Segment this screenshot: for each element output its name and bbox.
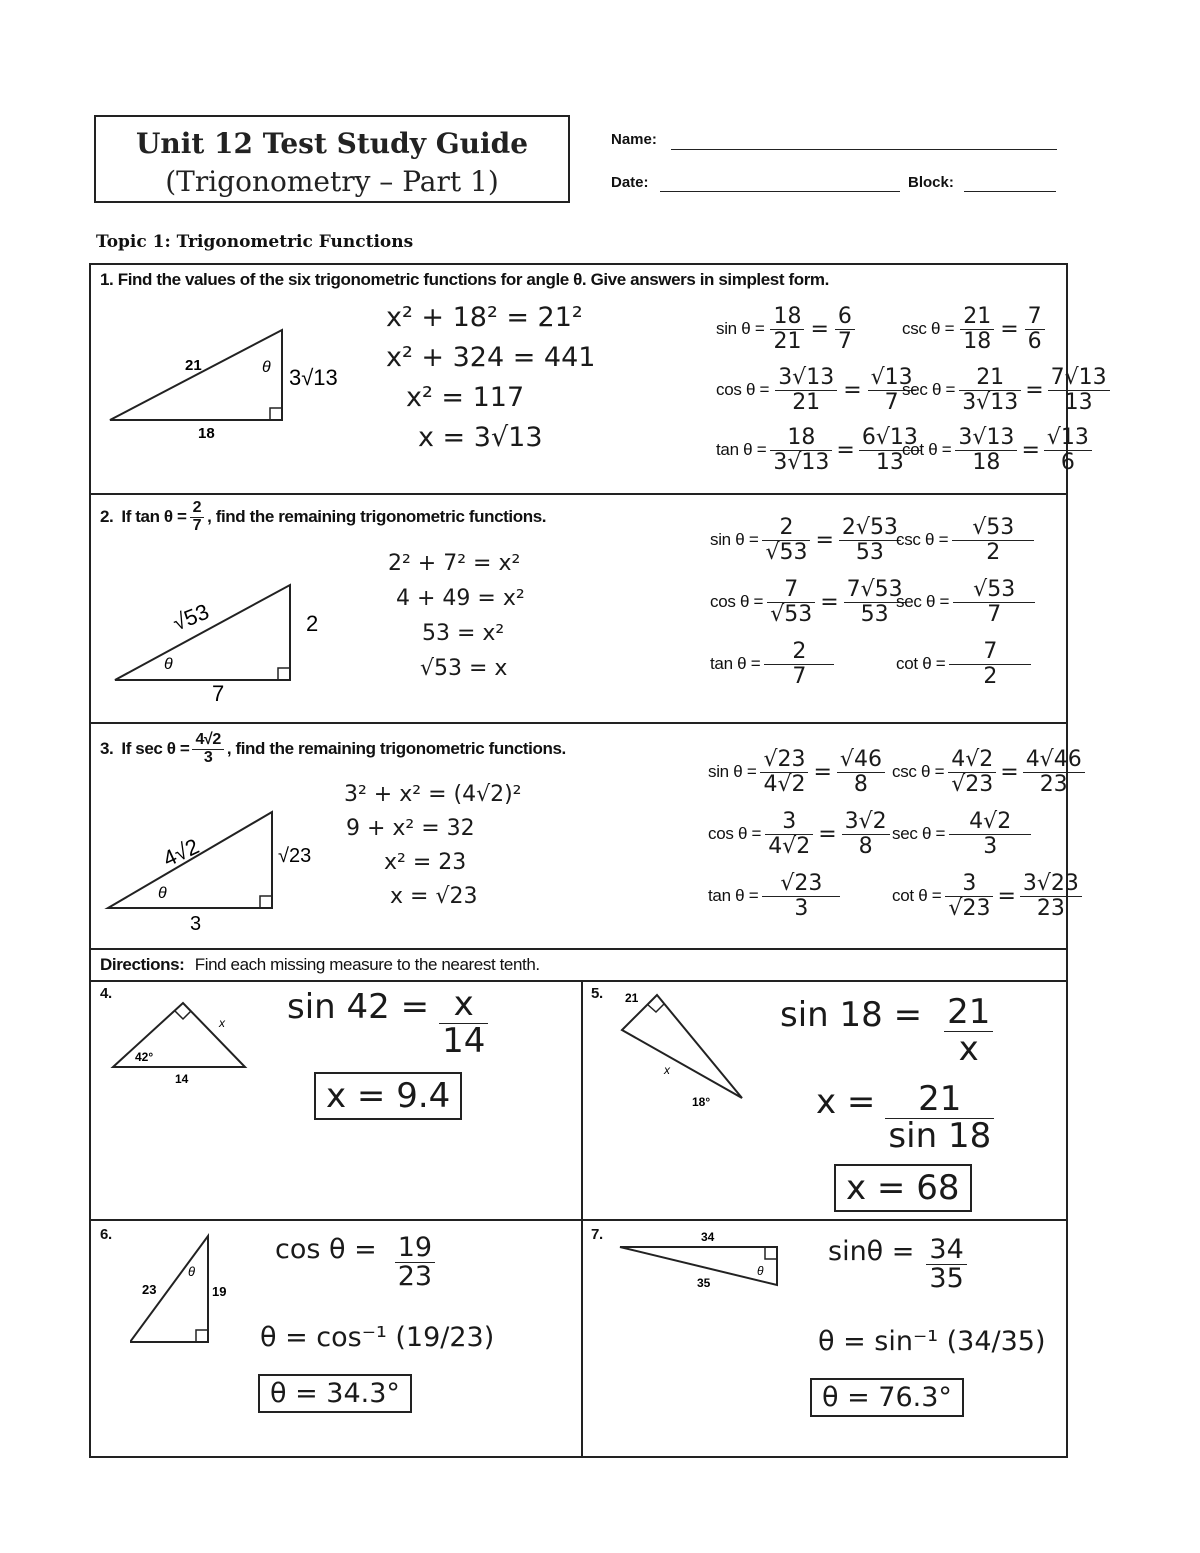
q3-angle-label: θ (158, 885, 167, 902)
q2-base-label: 7 (212, 681, 225, 705)
q5-step: x = $\frac{21}{\sin 18}$ (816, 1082, 994, 1154)
q3-work-line: x = √23 (390, 884, 478, 909)
name-field[interactable] (671, 149, 1057, 150)
q3-prompt: 3. If sec θ = $\frac{4√2}{3}$ , find the remaining trigonometric functions. (100, 731, 566, 766)
q3-work-line: x² = 23 (384, 850, 467, 875)
title-box (94, 115, 570, 203)
block-field[interactable] (964, 191, 1056, 192)
q1-csc-answer: csc θ = $\frac{21}{18}$ = $\frac{7}{6}$ (902, 303, 1045, 355)
directions-text: Find each missing measure to the nearest tenth. (194, 955, 540, 974)
q6-triangle (130, 1230, 240, 1350)
q2-prompt: 2. If tan θ = $\frac{2}{7}$ , find the remaining trigonometric functions. (100, 499, 547, 534)
q1-sin-simplified: $\frac{6}{7}$ (835, 305, 855, 352)
divider-vertical (581, 980, 583, 1458)
q3-base-label: 3 (190, 913, 202, 935)
q2-cot-answer: cot θ = $\frac{7}{2}$ (896, 636, 1031, 692)
q3-sec-answer: sec θ = $\frac{4√2}{3}$ (892, 806, 1031, 862)
q2-work-line: 4 + 49 = x² (396, 586, 525, 611)
q5-triangle (612, 990, 762, 1115)
q6-answer: θ = 34.3° (258, 1374, 412, 1413)
q6-step: θ = cos⁻¹ (19/23) (260, 1322, 495, 1353)
q7-equation: sinθ = $\frac{34}{35}$ (828, 1236, 967, 1294)
q3-number: 3. (100, 739, 114, 759)
q3-cos-answer: cos θ = $\frac{3}{4√2}$ = $\frac{3√2}{8}$ (708, 806, 890, 862)
q2-sin-answer: sin θ = $\frac{2}{√53}$ = $\frac{2√53}{53}$ (710, 512, 901, 568)
topic-heading: Topic 1: Trigonometric Functions (96, 232, 414, 252)
q3-cot-answer: cot θ = $\frac{3}{√23}$ = $\frac{3√23}{23}$ (892, 868, 1082, 924)
q6-hyp-label: 23 (142, 1282, 157, 1297)
q3-csc-answer: csc θ = $\frac{4√2}{√23}$ = $\frac{4√46}{23}$ (892, 744, 1085, 800)
q2-number: 2. (100, 507, 114, 527)
q5-equation: sin 18 = $\frac{21}{x}$ (780, 995, 993, 1067)
q3-side-label: √23 (278, 845, 312, 867)
q2-csc-answer: csc θ = $\frac{√53}{2}$ (896, 512, 1034, 568)
directions-label: Directions: (100, 955, 185, 974)
sin-label: sin θ = (716, 319, 765, 338)
q3-sin-answer: sin θ = $\frac{√23}{4√2}$ = $\frac{√46}{8}$ (708, 744, 885, 800)
q1-work-line: x² + 18² = 21² (386, 302, 583, 333)
q1-work-line: x² = 117 (406, 382, 525, 413)
q1-prompt-text: Find the values of the six trigonometric functions for angle θ. Give answers in simplest form. (117, 270, 829, 289)
q7-hyp-label: 35 (697, 1276, 711, 1290)
q4-number: 4. (100, 985, 112, 1002)
q5-top-label: 21 (625, 991, 639, 1005)
q3-work (344, 778, 522, 914)
q1-hyp-label: 21 (185, 357, 202, 374)
q2-work-line: 2² + 7² = x² (388, 551, 521, 576)
block-label: Block: (908, 174, 954, 191)
divider-4 (89, 980, 1068, 982)
q6-equation: cos θ = $\frac{19}{23}$ (275, 1234, 435, 1292)
csc-label: csc θ = (902, 319, 955, 338)
divider-2 (89, 722, 1068, 724)
q2-given-frac: $\frac{2}{7}$ (190, 500, 205, 535)
sec-label: sec θ = (902, 380, 956, 399)
cos-label: cos θ = (716, 380, 770, 399)
q5-answer: x = 68 (834, 1164, 972, 1212)
tan-label: tan θ = (716, 440, 767, 459)
q4-equation: sin 42 = $\frac{x}{14}$ (287, 987, 488, 1059)
q4-base-label: 14 (175, 1072, 189, 1086)
q1-prompt (100, 270, 829, 290)
q6-number: 6. (100, 1226, 112, 1243)
date-label: Date: (611, 174, 649, 191)
q4-side-label: x (219, 1016, 225, 1030)
q3-work-line: 3² + x² = (4√2)² (344, 782, 522, 807)
q7-answer: θ = 76.3° (810, 1378, 964, 1417)
divider-1 (89, 493, 1068, 495)
q1-angle-label: θ (262, 359, 271, 376)
q7-number: 7. (591, 1226, 603, 1243)
q1-triangle (100, 310, 360, 460)
q1-cot-answer: cot θ = $\frac{3√13}{18}$ = $\frac{√13}{6}$ (902, 424, 1092, 476)
q5-angle-label: 18° (692, 1095, 711, 1109)
name-label: Name: (611, 131, 657, 148)
q2-tan-answer: tan θ = $\frac{2}{7}$ (710, 636, 834, 692)
q3-tan-answer: tan θ = $\frac{√23}{3}$ (708, 868, 840, 924)
q2-sec-answer: sec θ = $\frac{√53}{7}$ (896, 574, 1035, 630)
q1-number: 1. (100, 270, 114, 289)
title-line-1: Unit 12 Test Study Guide (135, 127, 529, 160)
cot-label: cot θ = (902, 440, 952, 459)
q7-triangle (615, 1225, 795, 1295)
q4-angle-label: 42° (135, 1050, 154, 1064)
q7-angle-label: θ (757, 1264, 764, 1278)
q1-cos-answer: cos θ = $\frac{3√13}{21}$ = $\frac{√13}{7}$ (716, 364, 916, 416)
q3-hyp-label: 4√2 (159, 833, 203, 872)
divider-3 (89, 948, 1068, 950)
q6-side-label: 19 (212, 1284, 227, 1299)
date-field[interactable] (660, 191, 900, 192)
q6-angle-label: θ (188, 1264, 196, 1279)
title-line-2: (Trigonometry – Part 1) (165, 165, 499, 198)
q1-base-label: 18 (198, 425, 215, 442)
q1-tan-answer: tan θ = $\frac{18}{3√13}$ = $\frac{6√13}{13}$ (716, 424, 921, 476)
q1-side-label: 3√13 (289, 365, 338, 390)
q5-number: 5. (591, 985, 603, 1002)
q2-triangle (100, 565, 340, 705)
q2-side-label: 2 (306, 611, 319, 636)
q3-triangle (100, 800, 340, 935)
q2-work-line: √53 = x (420, 656, 508, 681)
q3-given-frac: $\frac{4√2}{3}$ (192, 732, 223, 767)
q2-work-line: 53 = x² (422, 621, 505, 646)
q4-triangle (105, 995, 265, 1095)
q2-hyp-label: √53 (169, 598, 213, 636)
q5-side-label: x (664, 1063, 670, 1077)
q4-answer: x = 9.4 (314, 1072, 462, 1120)
q7-top-label: 34 (701, 1230, 715, 1244)
q3-work-line: 9 + x² = 32 (346, 816, 475, 841)
q1-sin-answer: sin θ = $\frac{18}{21}$ = $\frac{6}{7}$ (716, 303, 855, 355)
q1-sec-answer: sec θ = $\frac{21}{3√13}$ = $\frac{7√13}{13}$ (902, 364, 1110, 416)
directions (100, 955, 540, 975)
q2-angle-label: θ (164, 656, 173, 673)
q1-work-line: x² + 324 = 441 (386, 342, 596, 373)
q1-work-line: x = 3√13 (418, 422, 543, 453)
q1-sin-frac: $\frac{18}{21}$ (770, 305, 804, 352)
divider-5 (89, 1219, 1068, 1221)
q2-cos-answer: cos θ = $\frac{7}{√53}$ = $\frac{7√53}{53}$ (710, 574, 906, 630)
q1-work (386, 298, 595, 458)
q7-step: θ = sin⁻¹ (34/35) (818, 1326, 1046, 1357)
q2-work (388, 546, 525, 686)
